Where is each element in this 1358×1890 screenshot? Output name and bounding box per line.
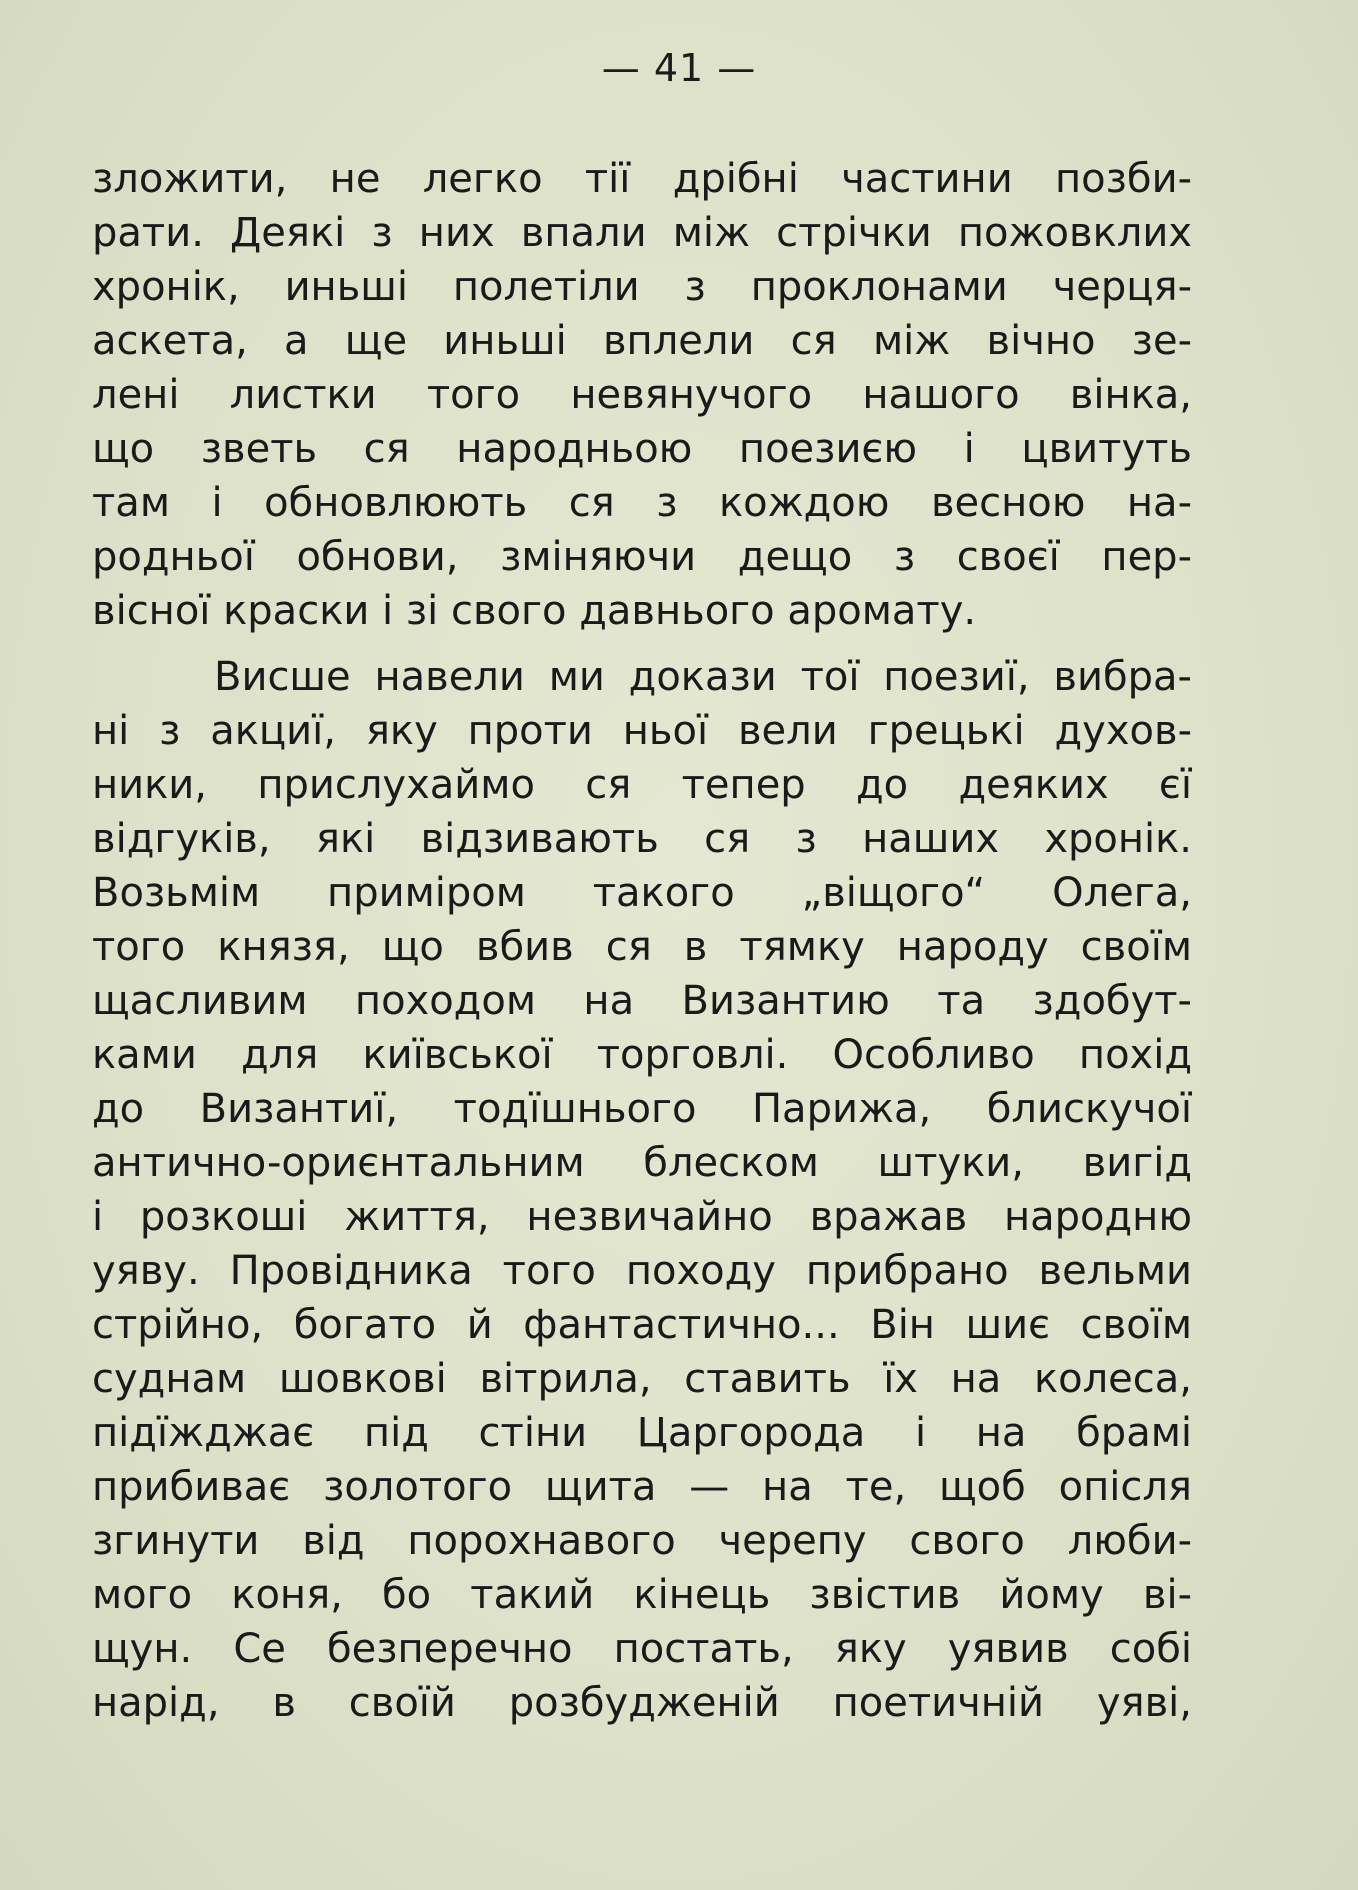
text-line: щун. Се безперечно постать, яку уявив собі xyxy=(92,1626,1192,1672)
text-line: уяву. Провідника того походу прибрано вельми xyxy=(92,1248,1192,1294)
text-line: зложити, не легко тії дрібні частини позби- xyxy=(92,156,1192,202)
text-line: нарід, в своїй розбудженій поетичній уяві, xyxy=(92,1680,1192,1726)
page-number: — 41 — xyxy=(601,46,757,90)
text-line: суднам шовкові вітрила, ставить їх на колеса, xyxy=(92,1356,1192,1402)
text-line: родньої обнови, зміняючи дещо з своєї пер- xyxy=(92,534,1192,580)
text-line: підїжджає під стіни Царгорода і на брамі xyxy=(92,1410,1192,1456)
paragraph-2 xyxy=(92,650,1192,1730)
body-text xyxy=(92,152,1192,1730)
text-line: рати. Деякі з них впали між стрічки пожовклих xyxy=(92,210,1192,256)
text-line: лені листки того невянучого нашого вінка, xyxy=(92,372,1192,418)
text-line: щасливим походом на Византию та здобут- xyxy=(92,978,1192,1024)
text-line: вісної краски і зі свого давнього аромату. xyxy=(92,588,977,634)
text-line: ками для київської торговлі. Особливо похід xyxy=(92,1032,1192,1078)
text-line: там і обновлюють ся з кождою весною на- xyxy=(92,480,1192,526)
text-line: мого коня, бо такий кінець звістив йому ві- xyxy=(92,1572,1192,1618)
text-line: прибиває золотого щита — на те, щоб опісля xyxy=(92,1464,1192,1510)
text-line: ники, прислухаймо ся тепер до деяких єї xyxy=(92,762,1192,808)
text-line: що зветь ся народньою поезиєю і цвитуть xyxy=(92,426,1192,472)
text-line: того князя, що вбив ся в тямку народу своїм xyxy=(92,924,1192,970)
text-line: і розкоші життя, незвичайно вражав народню xyxy=(92,1194,1192,1240)
text-line: Висше навели ми докази тої поезиї, вибра- xyxy=(214,654,1192,700)
text-line: відгуків, які відзивають ся з наших хронік. xyxy=(92,816,1192,862)
text-line: до Византиї, тодїшнього Парижа, блискучої xyxy=(92,1086,1192,1132)
text-line: згинути від порохнавого черепу свого люби- xyxy=(92,1518,1192,1564)
text-line: стрійно, богато й фантастично... Він шиє своїм xyxy=(92,1302,1192,1348)
text-line: ні з акциї, яку проти ньої вели грецькі духов- xyxy=(92,708,1192,754)
text-line: античнo-ориєнтальним блеском штуки, вигід xyxy=(92,1140,1192,1186)
text-line: хронік, иньші полетіли з проклонами черця- xyxy=(92,264,1192,310)
text-line: Возьмім приміром такого „віщого“ Олега, xyxy=(92,870,1192,916)
paragraph-1 xyxy=(92,152,1192,638)
text-line: аскета, а ще иньші вплели ся між вічно зе- xyxy=(92,318,1192,364)
